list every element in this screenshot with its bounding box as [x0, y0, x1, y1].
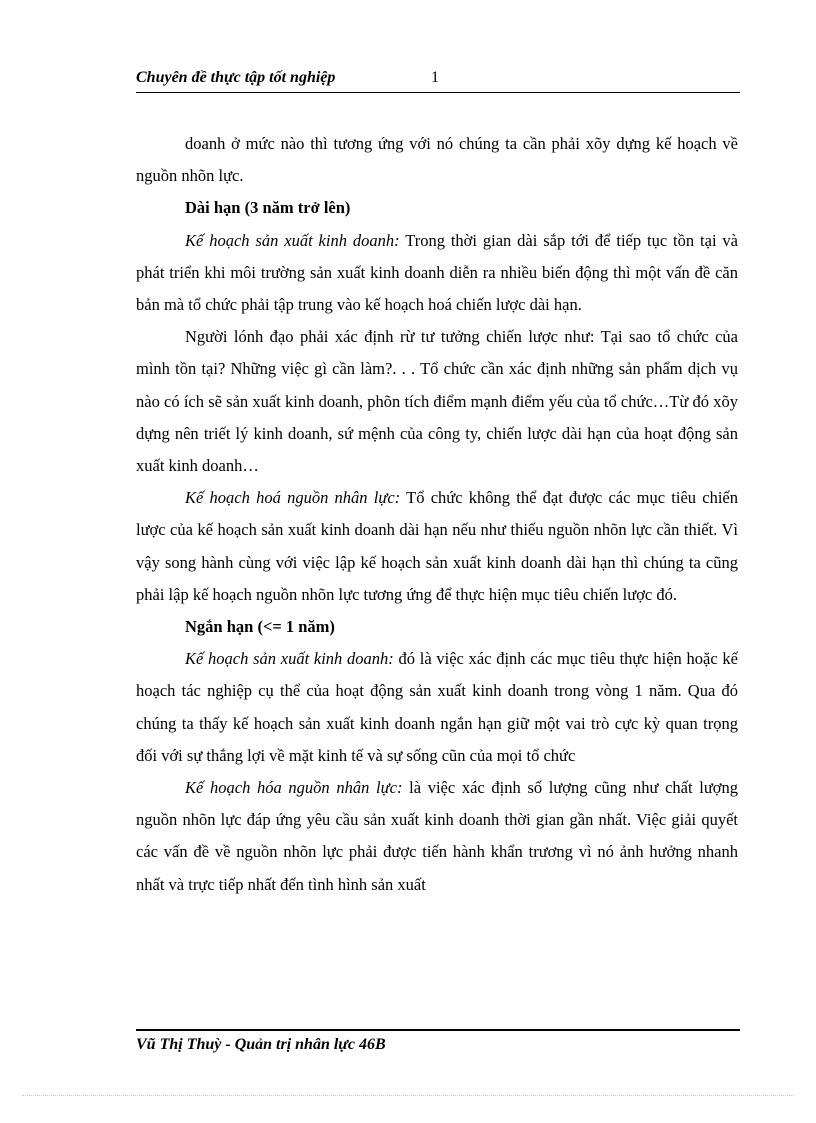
paragraph-continuation: doanh ở mức nào thì tương ứng với nó chúng ta cần phải xõy dựng kế hoạch về nguồn nhõn lực. — [136, 134, 738, 186]
lead-short-term-hr-plan: Kế hoạch hóa nguồn nhân lực: — [185, 778, 403, 798]
paragraph-short-term-hr-plan — [136, 772, 738, 901]
paragraph-long-term-hr-plan — [136, 482, 738, 611]
lead-long-term-business-plan: Kế hoạch sản xuất kinh doanh: — [185, 230, 400, 250]
paragraph-long-term-business-plan — [136, 225, 738, 322]
page-footer — [136, 1029, 740, 1054]
footer-author: Vũ Thị Thuỳ - Quản trị nhân lực 46B — [136, 1036, 386, 1053]
page-header — [136, 66, 740, 93]
lead-short-term-business-plan: Kế hoạch sản xuất kinh doanh: — [185, 649, 394, 669]
document-body — [136, 128, 738, 901]
heading-short-term: Ngắn hạn (<= 1 năm) — [185, 617, 335, 637]
header-title: Chuyên đề thực tập tốt nghiệp — [136, 69, 336, 86]
page-number: 1 — [431, 69, 439, 86]
lead-long-term-hr-plan: Kế hoạch hoá nguồn nhân lực: — [185, 488, 401, 508]
heading-long-term: Dài hạn (3 năm trở lên) — [185, 198, 351, 218]
page-edge-divider — [22, 1095, 794, 1096]
paragraph-short-term-business-plan — [136, 643, 738, 772]
text-short-term-business-plan: đó là việc xác định các mục tiêu thực hiện hoặc kế hoạch tác nghiệp cụ thể của hoạt động sản xuất kinh doanh trong vòng 1 năm. Qua đó chúng ta thấy kế hoạch sản xuất kinh doanh ngắn hạn giữ một vai trò cực kỳ quan trọng đối với sự thắng lợi về mặt kinh tế và sự sống cũn của mọi tổ chức — [136, 649, 738, 765]
paragraph-strategy: Người lónh đạo phải xác định rừ tư tưởng chiến lược như: Tại sao tổ chức của mình tồn tại? Những việc gì cần làm?. . . Tổ chức cần xác định những sản phẩm dịch vụ nào có ích sẽ sản xuất kinh doanh, phõn tích điểm mạnh điểm yếu của tổ chức…Từ đó xõy dựng nên triết lý kinh doanh, sứ mệnh của công ty, chiến lược dài hạn của hoạt động sản xuất kinh doanh… — [136, 327, 738, 476]
text-long-term-hr-plan: Tổ chức không thể đạt được các mục tiêu chiến lược của kế hoạch sản xuất kinh doanh dài hạn nếu như thiếu nguồn nhõn lực cần thiết. Vì vậy song hành cùng với việc lập kế hoạch sản xuất kinh doanh dài hạn thì chúng ta cũng phải lập kế hoạch nguồn nhõn lực tương ứng để thực hiện mục tiêu chiến lược đó. — [136, 488, 739, 604]
text-long-term-business-plan: Trong thời gian dài sắp tới để tiếp tục tồn tại và phát triển khi môi trường sản xuất kinh doanh diễn ra nhiều biến động thì một vấn đề căn bản mà tổ chức phải tập trung vào kế hoạch hoá chiến lược dài hạn. — [136, 230, 738, 315]
text-short-term-hr-plan: là việc xác định số lượng cũng như chất lượng nguồn nhõn lực đáp ứng yêu cầu sản xuất kinh doanh thời gian gần nhất. Việc giải quyết các vấn đề về nguồn nhõn lực phải được tiến hành khẩn trương vì nó ảnh hưởng nhanh nhất và trực tiếp nhất đến tình hình sản xuất — [136, 778, 738, 894]
